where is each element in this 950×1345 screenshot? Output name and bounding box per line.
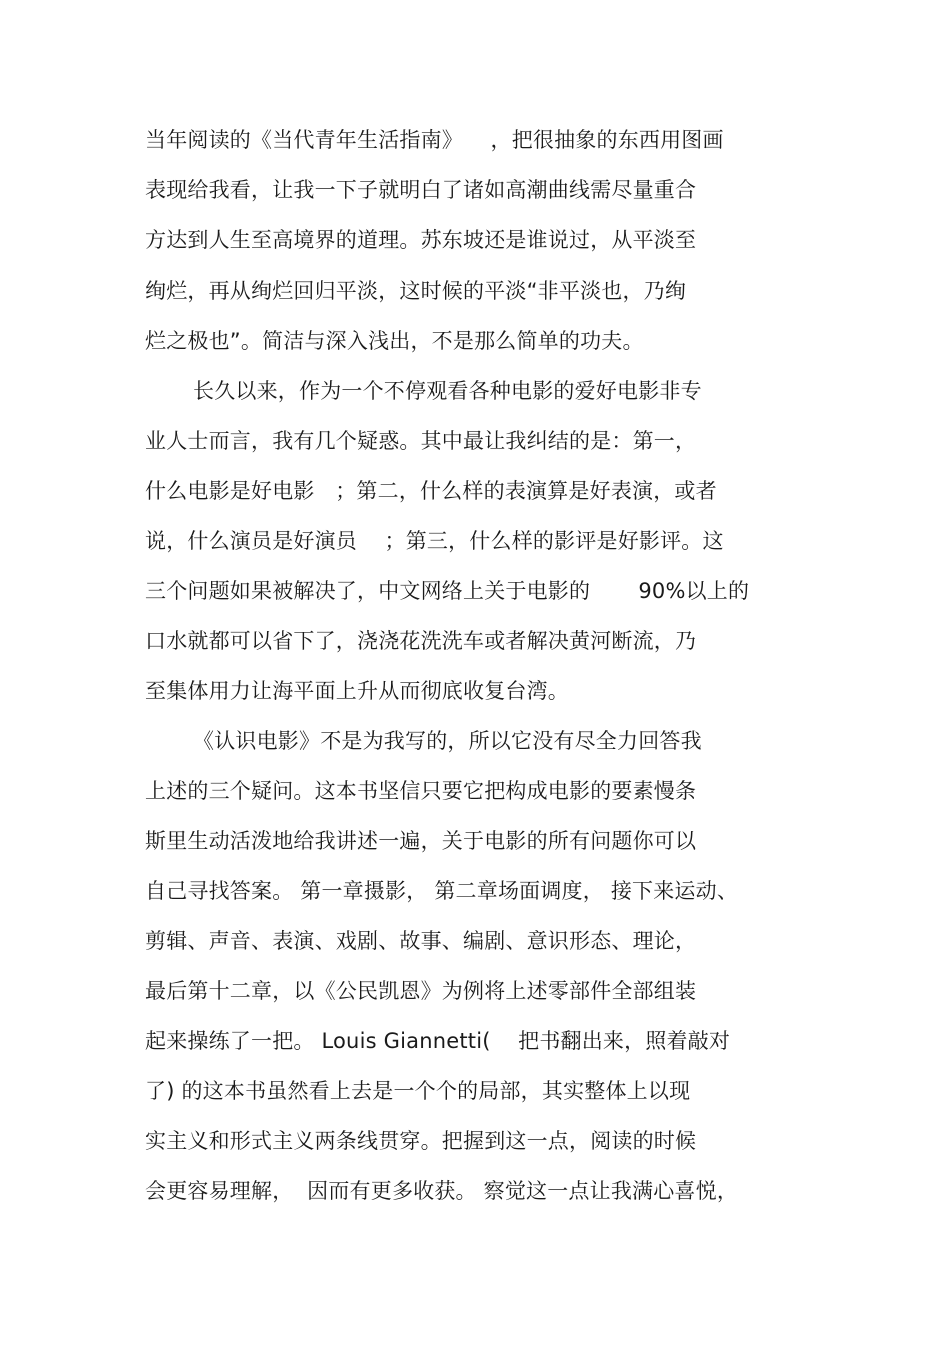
text-line: 绚烂，再从绚烂回归平淡，这时候的平淡“非平淡也，乃绚 — [145, 279, 687, 303]
text-line: 起来操练了一把。 Louis Giannetti( 把书翻出来，照着敲对 — [145, 1029, 731, 1053]
paragraph-first-line: 长久以来，作为一个不停观看各种电影的爱好电影非专 — [193, 379, 702, 403]
text-line: 表现给我看，让我一下子就明白了诸如高潮曲线需尽量重合 — [145, 178, 697, 202]
text-line: 最后第十二章，以《公民凯恩》为例将上述零部件全部组装 — [145, 979, 697, 1003]
text-line: 什么电影是好电影 ；第二，什么样的表演算是好表演，或者 — [145, 479, 717, 503]
text-line: 方达到人生至高境界的道理。苏东坡还是谁说过，从平淡至 — [145, 228, 697, 252]
text-line: 口水就都可以省下了，浇浇花洗洗车或者解决黄河断流，乃 — [145, 629, 697, 653]
text-line: 至集体用力让海平面上升从而彻底收复台湾。 — [145, 679, 569, 703]
text-line: 斯里生动活泼地给我讲述一遍，关于电影的所有问题你可以 — [145, 829, 697, 853]
text-line: 自己寻找答案。 第一章摄影， 第二章场面调度， 接下来运动、 — [145, 879, 739, 903]
paragraph-first-line: 《认识电影》不是为我写的，所以它没有尽全力回答我 — [193, 729, 702, 753]
text-line: 三个问题如果被解决了，中文网络上关于电影的 90%以上的 — [145, 579, 750, 603]
text-line: 说，什么演员是好演员 ；第三，什么样的影评是好影评。这 — [145, 529, 724, 553]
text-line: 了) 的这本书虽然看上去是一个个的局部，其实整体上以现 — [145, 1079, 691, 1103]
text-line: 业人士而言，我有几个疑惑。其中最让我纠结的是：第一， — [145, 429, 697, 453]
text-line: 实主义和形式主义两条线贯穿。把握到这一点，阅读的时候 — [145, 1129, 697, 1153]
text-line: 当年阅读的《当代青年生活指南》 ，把很抽象的东西用图画 — [145, 128, 724, 152]
text-line: 会更容易理解， 因而有更多收获。 察觉这一点让我满心喜悦， — [145, 1179, 739, 1203]
text-line: 上述的三个疑问。这本书坚信只要它把构成电影的要素慢条 — [145, 779, 697, 803]
text-line: 烂之极也”。简洁与深入浅出，不是那么简单的功夫。 — [145, 329, 644, 353]
text-line: 剪辑、声音、表演、戏剧、故事、编剧、意识形态、理论， — [145, 929, 697, 953]
